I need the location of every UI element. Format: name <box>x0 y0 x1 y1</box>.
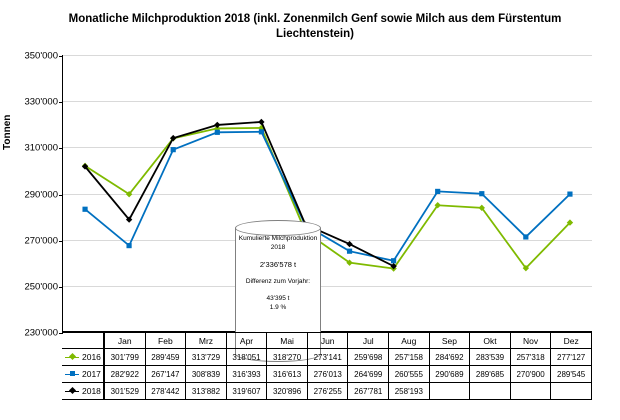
table-header-cell: Jan <box>104 332 146 349</box>
table-cell: 283'539 <box>470 349 511 366</box>
table-header-row <box>62 332 592 349</box>
table-cell: 273'141 <box>308 349 349 366</box>
data-point-marker <box>171 147 176 152</box>
y-axis-label: Tonnen <box>2 114 13 150</box>
series-lines <box>63 55 592 331</box>
table-cell: 308'839 <box>186 366 227 383</box>
data-point-marker <box>258 119 264 125</box>
table-cell: 277'127 <box>551 349 592 366</box>
table-cell: 313'882 <box>186 383 227 400</box>
table-cell: 316'393 <box>227 366 268 383</box>
table-cell: 318'051 <box>227 349 268 366</box>
data-point-marker <box>435 189 440 194</box>
y-axis-tick-label: 290'000 <box>24 189 58 200</box>
table-cell: 290'689 <box>430 366 471 383</box>
y-axis-tick-label: 270'000 <box>24 235 58 247</box>
legend-item-2016[interactable] <box>62 349 104 366</box>
annotation-line1: Kumulierte Milchproduktion <box>238 235 318 242</box>
annotation-line3: Differenz zum Vorjahr: <box>245 278 311 285</box>
table-header-cell: Mrz <box>186 332 227 349</box>
table-cell: 260'555 <box>389 366 430 383</box>
table-cell <box>470 383 511 400</box>
series-line-2016 <box>85 128 570 269</box>
table-row <box>62 366 592 383</box>
table-cell: 267'147 <box>146 366 187 383</box>
y-axis-tick-label: 250'000 <box>24 281 58 293</box>
table-cell: 301'529 <box>104 383 146 400</box>
data-point-marker <box>346 241 352 247</box>
legend-label: 2018 <box>82 386 101 396</box>
plot-area <box>24 50 592 339</box>
table-corner-cell <box>62 332 104 349</box>
table-cell: 257'318 <box>511 349 552 366</box>
table-cell <box>511 383 552 400</box>
table-cell: 278'442 <box>146 383 187 400</box>
table-cell: 301'799 <box>104 349 146 366</box>
table-cell: 320'896 <box>267 383 308 400</box>
table-header-cell: Mai <box>267 332 308 349</box>
series-line-2017 <box>85 132 570 261</box>
table-cell: 318'270 <box>267 349 308 366</box>
y-axis-tick-label: 230'000 <box>24 327 58 339</box>
table-header-cell: Okt <box>470 332 511 349</box>
data-point-marker <box>215 130 220 135</box>
legend-item-2017[interactable] <box>62 366 104 383</box>
legend-marker-icon <box>65 353 79 362</box>
table-row <box>62 349 592 366</box>
data-point-marker <box>259 129 264 134</box>
table-header-cell: Aug <box>389 332 430 349</box>
table-cell: 270'900 <box>511 366 552 383</box>
table-cell: 289'459 <box>146 349 187 366</box>
legend-marker-icon <box>65 370 79 379</box>
data-table <box>62 332 592 400</box>
legend-label: 2016 <box>82 352 101 362</box>
table-cell: 259'698 <box>348 349 389 366</box>
table-cell <box>551 383 592 400</box>
annotation-value: 2'336'578 t <box>259 260 297 269</box>
table-cell: 276'255 <box>308 383 349 400</box>
table-header-cell: Sep <box>430 332 471 349</box>
annotation-diff: 43'395 t <box>266 295 290 302</box>
table-header-cell: Apr <box>227 332 268 349</box>
chart-title: Monatliche Milchproduktion 2018 (inkl. Zonenmilch Genf sowie Milch aus dem Fürstentum Liechtenstein) <box>68 13 562 40</box>
annotation-text <box>235 234 321 312</box>
table-cell: 267'781 <box>348 383 389 400</box>
data-point-marker <box>479 191 484 196</box>
data-point-marker <box>391 258 396 263</box>
table-header-cell: Jun <box>308 332 349 349</box>
table-row <box>62 383 592 400</box>
data-point-marker <box>82 207 87 212</box>
legend-marker-icon <box>65 387 79 396</box>
table-cell: 313'729 <box>186 349 227 366</box>
table-cell: 319'607 <box>227 383 268 400</box>
y-axis-tick-label: 350'000 <box>24 50 58 62</box>
table-cell: 316'613 <box>267 366 308 383</box>
table-header-cell: Nov <box>511 332 552 349</box>
table-header-cell: Jul <box>348 332 389 349</box>
table-cell: 276'013 <box>308 366 349 383</box>
data-point-marker <box>567 192 572 197</box>
annotation-percent: 1.9 % <box>269 304 287 311</box>
table-cell: 258'193 <box>389 383 430 400</box>
data-point-marker <box>523 234 528 239</box>
table-cell: 282'922 <box>104 366 146 383</box>
table-header-cell: Feb <box>146 332 187 349</box>
y-axis-tick-label: 310'000 <box>24 142 58 154</box>
table-cell: 257'158 <box>389 349 430 366</box>
table-cell: 289'685 <box>470 366 511 383</box>
data-point-marker <box>214 122 220 128</box>
annotation-line2: 2018 <box>270 244 286 251</box>
legend-label: 2017 <box>82 369 101 379</box>
table-cell: 284'692 <box>430 349 471 366</box>
table-cell: 264'699 <box>348 366 389 383</box>
legend-item-2018[interactable] <box>62 383 104 400</box>
table-header-cell: Dez <box>551 332 592 349</box>
data-point-marker <box>347 249 352 254</box>
table-cell: 289'545 <box>551 366 592 383</box>
table-cell <box>430 383 471 400</box>
y-axis-tick-label: 330'000 <box>24 96 58 108</box>
data-point-marker <box>126 243 131 248</box>
